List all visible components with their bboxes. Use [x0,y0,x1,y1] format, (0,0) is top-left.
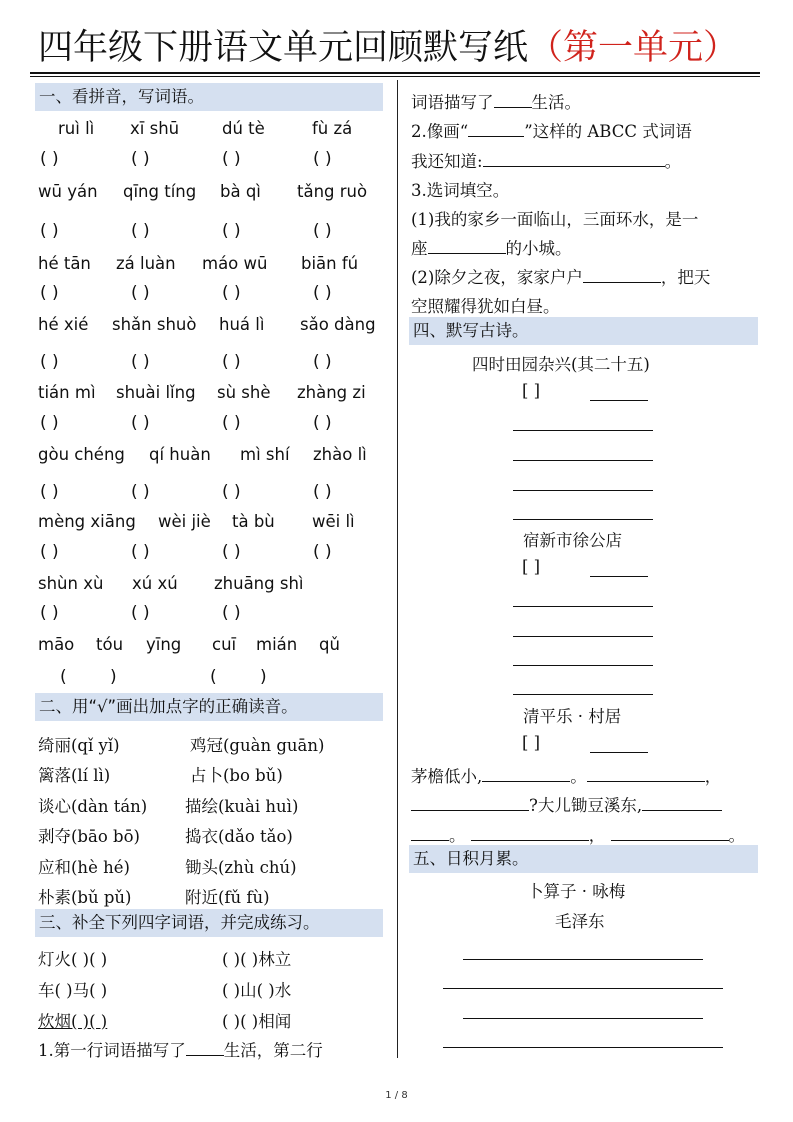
pinyin: tǎng ruò [297,182,368,201]
pinyin: bà qì [220,182,261,201]
title-unit: （第一单元） [528,28,739,68]
answer-blank[interactable] [468,120,524,137]
idiom-fill[interactable]: ( )山( )水 [222,981,292,1000]
answer-paren[interactable]: ( ) [313,149,332,169]
poem-author: 毛泽东 [555,912,605,931]
pinyin: xú xú [132,574,178,593]
reading-item[interactable]: 锄头(zhù chú) [185,858,297,877]
pinyin: qǔ [319,635,340,654]
pinyin: zhào lì [313,445,367,464]
answer-paren[interactable]: ( ) [313,413,332,433]
question-2: 2.像画“ ”这样的 ABCC 式词语 [411,122,692,141]
poem-title: 四时田园杂兴(其二十五) [472,355,650,374]
pinyin: mián [256,635,298,654]
pinyin: yīng [146,635,182,654]
reading-item[interactable]: 篱落(lí lì) [38,766,111,785]
answer-paren[interactable]: ( ) [60,667,117,687]
answer-paren[interactable]: ( ) [222,482,241,502]
answer-blank[interactable] [587,765,705,782]
pinyin: wèi jiè [158,512,211,531]
answer-paren[interactable]: ( ) [40,221,59,241]
pinyin: ruì lì [58,119,95,138]
section-4-header: 四、默写古诗。 [409,317,758,345]
question-1: 1.第一行词语描写了 生活，第二行 [38,1041,323,1060]
reading-item[interactable]: 鸡冠(guàn guān) [190,736,325,755]
dynasty-bracket[interactable]: [ ] [522,733,541,752]
idiom-fill[interactable]: 车( )马( ) [38,981,108,1000]
question-3: 3.选词填空。 [411,181,510,200]
poem-line-blank[interactable] [513,430,653,431]
answer-paren[interactable]: ( ) [40,603,59,623]
answer-paren[interactable]: ( ) [131,542,150,562]
idiom-fill[interactable]: ( )( )林立 [222,950,292,969]
poem-line-blank[interactable] [513,665,653,666]
pinyin: zhuāng shì [214,574,304,593]
poem-line-blank[interactable] [513,694,653,695]
question-1-cont: 词语描写了 生活。 [411,93,581,112]
answer-paren[interactable]: ( ) [222,221,241,241]
answer-blank[interactable] [428,237,506,254]
poem-line: 。 ， 。 [411,822,745,846]
pinyin: hé tān [38,254,91,273]
pinyin: biān fú [301,254,359,273]
author-blank[interactable] [590,576,648,577]
reading-item[interactable]: 捣衣(dǎo tǎo) [185,827,293,846]
title-main: 四年级下册语文单元回顾默写纸 [38,28,529,68]
poem-title: 清平乐 · 村居 [523,707,622,726]
pinyin: māo [38,635,75,654]
pinyin: sù shè [217,383,271,402]
pinyin: zá luàn [116,254,176,273]
answer-paren[interactable]: ( ) [210,667,267,687]
answer-paren[interactable]: ( ) [313,542,332,562]
answer-paren[interactable]: ( ) [131,352,150,372]
answer-paren[interactable]: ( ) [40,149,59,169]
answer-paren[interactable]: ( ) [222,413,241,433]
answer-paren[interactable]: ( ) [313,482,332,502]
answer-paren[interactable]: ( ) [222,149,241,169]
answer-paren[interactable]: ( ) [131,221,150,241]
question-3-1: (1)我的家乡一面临山，三面环水，是一 [411,210,699,229]
pinyin: wēi lì [312,512,355,531]
answer-blank[interactable] [583,266,661,283]
section-2-header: 二、用“√”画出加点字的正确读音。 [35,693,383,721]
pinyin: shùn xù [38,574,104,593]
answer-paren[interactable]: ( ) [40,283,59,303]
answer-blank[interactable] [186,1039,224,1056]
reading-item[interactable]: 剥夺(bāo bō) [38,827,140,846]
pinyin: tà bù [232,512,275,531]
pinyin: tián mì [38,383,96,402]
pinyin: qí huàn [149,445,211,464]
answer-blank[interactable] [483,150,665,167]
page-title [38,26,738,70]
poem-line-blank[interactable] [463,959,703,960]
author-blank[interactable] [590,752,648,753]
answer-paren[interactable]: ( ) [313,283,332,303]
answer-paren[interactable]: ( ) [40,482,59,502]
pinyin: huá lì [219,315,265,334]
pinyin: fù zá [312,119,353,138]
pinyin: shuài lǐng [116,383,196,402]
answer-paren[interactable]: ( ) [222,542,241,562]
poem-line-blank[interactable] [513,490,653,491]
title-rule [30,72,760,74]
section-3-header: 三、补全下列四字词语，并完成练习。 [35,909,383,937]
question-2-cont: 我还知道: 。 [411,152,682,171]
pinyin: shǎn shuò [112,315,197,334]
poem-line-blank[interactable] [513,636,653,637]
dynasty-bracket[interactable]: [ ] [522,557,541,576]
answer-blank[interactable] [494,91,532,108]
pinyin: zhàng zi [297,383,366,402]
dynasty-bracket[interactable]: [ ] [522,381,541,400]
pinyin: dú tè [222,119,265,138]
author-blank[interactable] [590,400,648,401]
pinyin: wū yán [38,182,98,201]
answer-paren[interactable]: ( ) [222,283,241,303]
answer-paren[interactable]: ( ) [131,283,150,303]
answer-paren[interactable]: ( ) [222,603,241,623]
answer-blank[interactable] [411,794,529,811]
poem-line-blank[interactable] [513,519,653,520]
reading-item[interactable]: 附近(fǔ fù) [185,888,270,907]
poem-line-blank[interactable] [443,988,723,989]
pinyin: qīng tíng [123,182,197,201]
answer-paren[interactable]: ( ) [131,413,150,433]
poem-line-blank[interactable] [463,1018,703,1019]
poem-line-blank[interactable] [513,460,653,461]
answer-paren[interactable]: ( ) [40,542,59,562]
poem-line: ?大儿锄豆溪东, [411,792,722,816]
reading-item[interactable]: 占卜(bo bǔ) [190,766,283,785]
title-rule-thin [30,76,760,77]
answer-blank[interactable] [482,765,570,782]
answer-paren[interactable]: ( ) [131,603,150,623]
pinyin: tóu [96,635,124,654]
reading-item[interactable]: 应和(hè hé) [38,858,130,877]
poem-line: 茅檐低小, 。 ， [411,767,722,786]
question-3-2: (2)除夕之夜，家家户户 ，把天 [411,268,711,287]
pinyin: mèng xiāng [38,512,136,531]
reading-item[interactable]: 描绘(kuài huì) [185,797,299,816]
pinyin: cuī [212,635,237,654]
reading-item[interactable]: 绮丽(qǐ yǐ) [38,736,120,755]
pinyin: mì shí [240,445,290,464]
poem-title: 卜算子 · 咏梅 [527,882,626,901]
section-5-header: 五、日积月累。 [409,845,758,873]
poem-title: 宿新市徐公店 [523,531,622,550]
answer-paren[interactable]: ( ) [131,482,150,502]
answer-paren[interactable]: ( ) [222,352,241,372]
question-3-1-cont: 座 的小城。 [411,239,572,258]
poem-line-blank[interactable] [443,1047,723,1048]
pinyin: sǎo dàng [300,315,376,334]
pinyin: máo wū [202,254,268,273]
section-1-header: 一、看拼音，写词语。 [35,83,383,111]
idiom-fill[interactable]: ( )( )相闻 [222,1012,292,1031]
question-3-2-cont: 空照耀得犹如白昼。 [411,297,560,316]
reading-item[interactable]: 谈心(dàn tán) [38,797,148,816]
answer-paren[interactable]: ( ) [40,352,59,372]
pinyin: hé xié [38,315,89,334]
column-divider [397,80,398,1058]
pinyin: gòu chéng [38,445,125,464]
answer-paren[interactable]: ( ) [40,413,59,433]
idiom-fill[interactable]: 炊烟( )( ) [38,1012,108,1031]
answer-blank[interactable] [411,824,449,841]
answer-paren[interactable]: ( ) [131,149,150,169]
idiom-fill[interactable]: 灯火( )( ) [38,950,108,969]
answer-blank[interactable] [642,794,722,811]
reading-item[interactable]: 朴素(bǔ pǔ) [38,888,132,907]
answer-paren[interactable]: ( ) [313,352,332,372]
page-number: 1 / 8 [385,1090,408,1101]
poem-line-blank[interactable] [513,606,653,607]
pinyin: xī shū [130,119,180,138]
answer-blank[interactable] [471,824,589,841]
answer-blank[interactable] [611,824,729,841]
answer-paren[interactable]: ( ) [313,221,332,241]
